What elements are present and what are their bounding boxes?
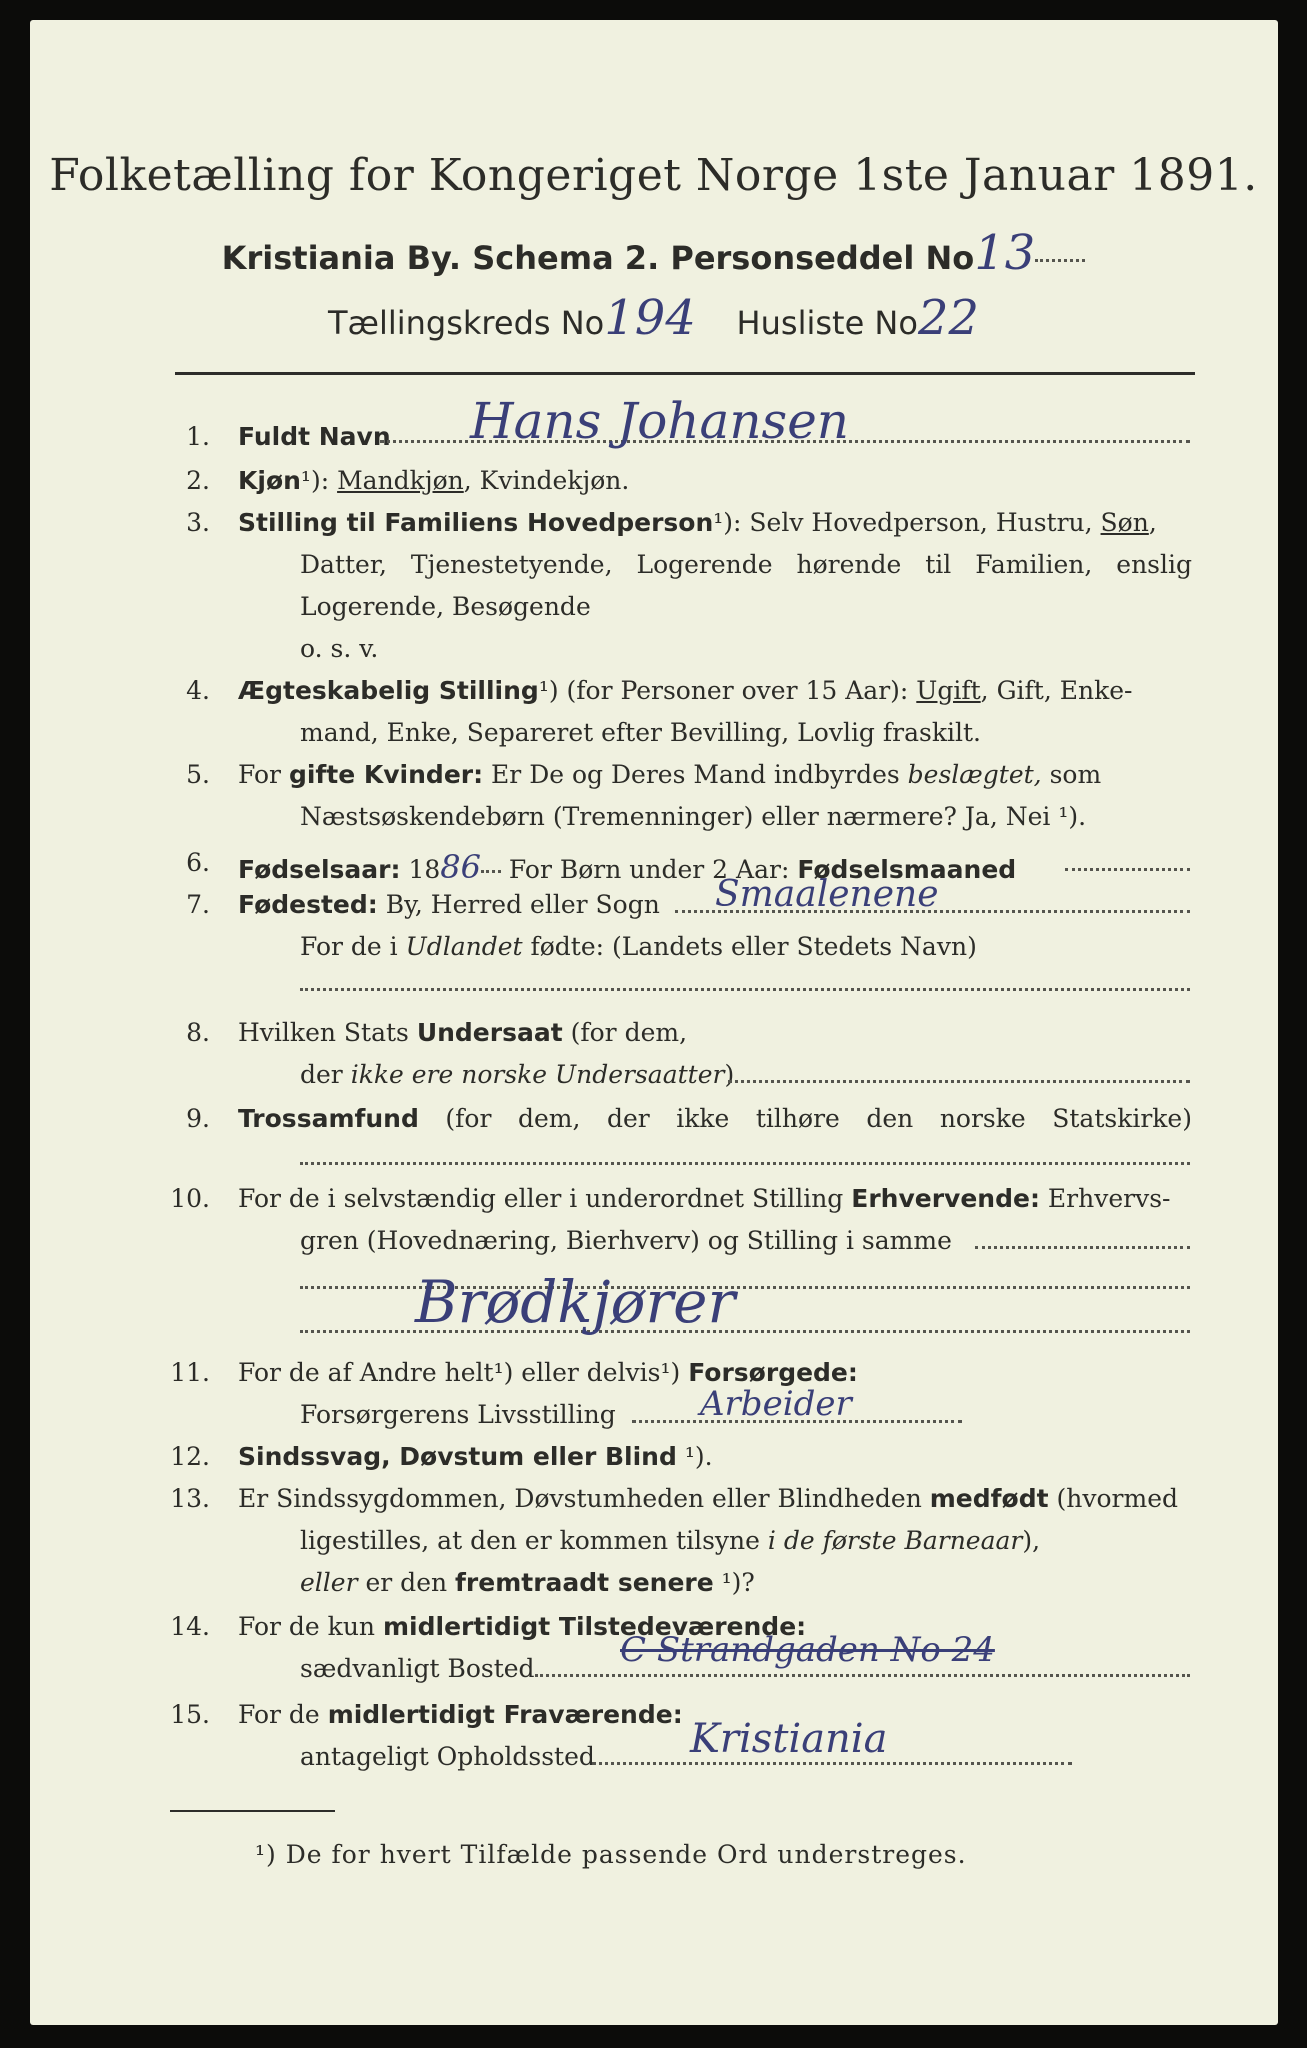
fill-line bbox=[535, 1674, 1190, 1677]
dependents-line: For de af Andre helt¹) eller delvis¹) Forsørgede: bbox=[238, 1358, 858, 1387]
footnote-rule bbox=[170, 1810, 335, 1812]
disability-line: Sindssvag, Døvstum eller Blind ¹). bbox=[238, 1442, 713, 1471]
item-number: 8. bbox=[186, 1018, 210, 1047]
form-title: Folketælling for Kongeriget Norge 1ste Januar 1891. bbox=[49, 150, 1258, 201]
item-number: 1. bbox=[186, 422, 210, 451]
usual-residence-value: C Strandgaden No 24 bbox=[620, 1630, 995, 1670]
family-position-line: Stilling til Familiens Hovedperson¹): Selv Hovedperson, Hustru, Søn, bbox=[238, 508, 1157, 537]
temp-absent-line2: antageligt Opholdssted bbox=[300, 1742, 595, 1771]
value-full-name: Hans Johansen bbox=[470, 392, 849, 450]
family-position-line2: Datter, Tjenestetyende, Logerende hørende til Familien, enslig bbox=[300, 550, 1192, 579]
item-number: 6. bbox=[186, 848, 210, 877]
dependents-line2: Forsørgerens Livsstilling bbox=[300, 1400, 616, 1429]
birth-year-line: Fødselsaar: 1886 For Børn under 2 Aar: Fødselsmaaned bbox=[238, 848, 1017, 886]
fill-line bbox=[728, 1080, 1190, 1083]
fill-line bbox=[300, 988, 1190, 991]
item-number: 3. bbox=[186, 508, 210, 537]
family-position-line4: o. s. v. bbox=[300, 634, 379, 663]
item-number: 11. bbox=[170, 1358, 210, 1387]
item-number: 15. bbox=[170, 1700, 210, 1729]
citizenship-line2: der ikke ere norske Undersaatter) bbox=[300, 1060, 735, 1089]
gender-selected: Mandkjøn bbox=[337, 466, 464, 495]
item-number: 4. bbox=[186, 676, 210, 705]
married-women-line: For gifte Kvinder: Er De og Deres Mand indbyrdes beslægtet, som bbox=[238, 760, 1102, 789]
fill-line bbox=[975, 1246, 1190, 1249]
fill-line bbox=[592, 1762, 1072, 1765]
footnote: ¹) De for hvert Tilfælde passende Ord understreges. bbox=[255, 1840, 967, 1869]
disability-origin-line2: ligestilles, at den er kommen tilsyne i de første Barneaar), bbox=[300, 1526, 1041, 1555]
label-full-name: Fuldt Navn bbox=[238, 422, 391, 451]
temp-present-line2: sædvanligt Bosted bbox=[300, 1654, 535, 1683]
position-selected: Søn bbox=[1100, 508, 1149, 537]
item-number: 5. bbox=[186, 760, 210, 789]
gender-line: Kjøn¹): Mandkjøn, Kvindekjøn. bbox=[238, 466, 630, 495]
occupation-line: For de i selvstændig eller i underordnet Stilling Erhvervende: Erhvervs- bbox=[238, 1184, 1171, 1213]
item-number: 10. bbox=[170, 1184, 210, 1213]
form-subtitle bbox=[0, 225, 1307, 281]
family-position-line3: Logerende, Besøgende bbox=[300, 592, 591, 621]
marital-line2: mand, Enke, Separeret efter Bevilling, Lovlig fraskilt. bbox=[300, 718, 981, 747]
fill-line bbox=[1065, 868, 1190, 871]
marital-selected: Ugift bbox=[916, 676, 981, 705]
item-number: 13. bbox=[170, 1484, 210, 1513]
temp-absent-line: For de midlertidigt Fraværende: bbox=[238, 1700, 683, 1729]
husliste-number: 22 bbox=[917, 290, 980, 346]
religion-line: Trossamfund (for dem, der ikke tilhøre den norske Statskirke) bbox=[238, 1104, 1192, 1133]
item-number: 7. bbox=[186, 890, 210, 919]
citizenship-line: Hvilken Stats Undersaat (for dem, bbox=[238, 1018, 688, 1047]
schema-line: Kristiania By. Schema 2. Personseddel No bbox=[221, 239, 975, 277]
kreds-label: Tællingskreds No bbox=[327, 304, 605, 342]
item-number: 9. bbox=[186, 1104, 210, 1133]
birth-year-value: 86 bbox=[440, 848, 481, 886]
disability-origin-line: Er Sindssygdommen, Døvstumheden eller Blindheden medfødt (hvormed bbox=[238, 1484, 1178, 1513]
birthplace-line2: For de i Udlandet fødte: (Landets eller Stedets Navn) bbox=[300, 932, 977, 961]
item-number: 2. bbox=[186, 466, 210, 495]
married-women-line2: Næstsøskendebørn (Tremenninger) eller nærmere? Ja, Nei ¹). bbox=[300, 802, 1087, 831]
stay-location-value: Kristiania bbox=[690, 1716, 888, 1762]
temp-present-line: For de kun midlertidigt Tilstedeværende: bbox=[238, 1612, 807, 1641]
occupation-line2: gren (Hovednæring, Bierhverv) og Stilling i samme bbox=[300, 1226, 952, 1255]
item-number: 14. bbox=[170, 1612, 210, 1641]
fill-line bbox=[300, 1162, 1190, 1165]
header-rule bbox=[175, 372, 1195, 375]
personseddel-number: 13 bbox=[974, 225, 1036, 281]
kreds-number: 194 bbox=[604, 290, 696, 346]
birthplace-line: Fødested: By, Herred eller Sogn bbox=[238, 890, 660, 919]
occupation-value: Brødkjører bbox=[415, 1268, 736, 1336]
disability-origin-line3: eller er den fremtraadt senere ¹)? bbox=[300, 1568, 755, 1597]
kreds-line bbox=[0, 290, 1307, 346]
marital-line: Ægteskabelig Stilling¹) (for Personer over 15 Aar): Ugift, Gift, Enke- bbox=[238, 676, 1133, 705]
provider-value: Arbeider bbox=[700, 1384, 852, 1424]
item-number: 12. bbox=[170, 1442, 210, 1471]
husliste-label: Husliste No bbox=[736, 304, 918, 342]
birthplace-value: Smaalenene bbox=[715, 874, 939, 915]
